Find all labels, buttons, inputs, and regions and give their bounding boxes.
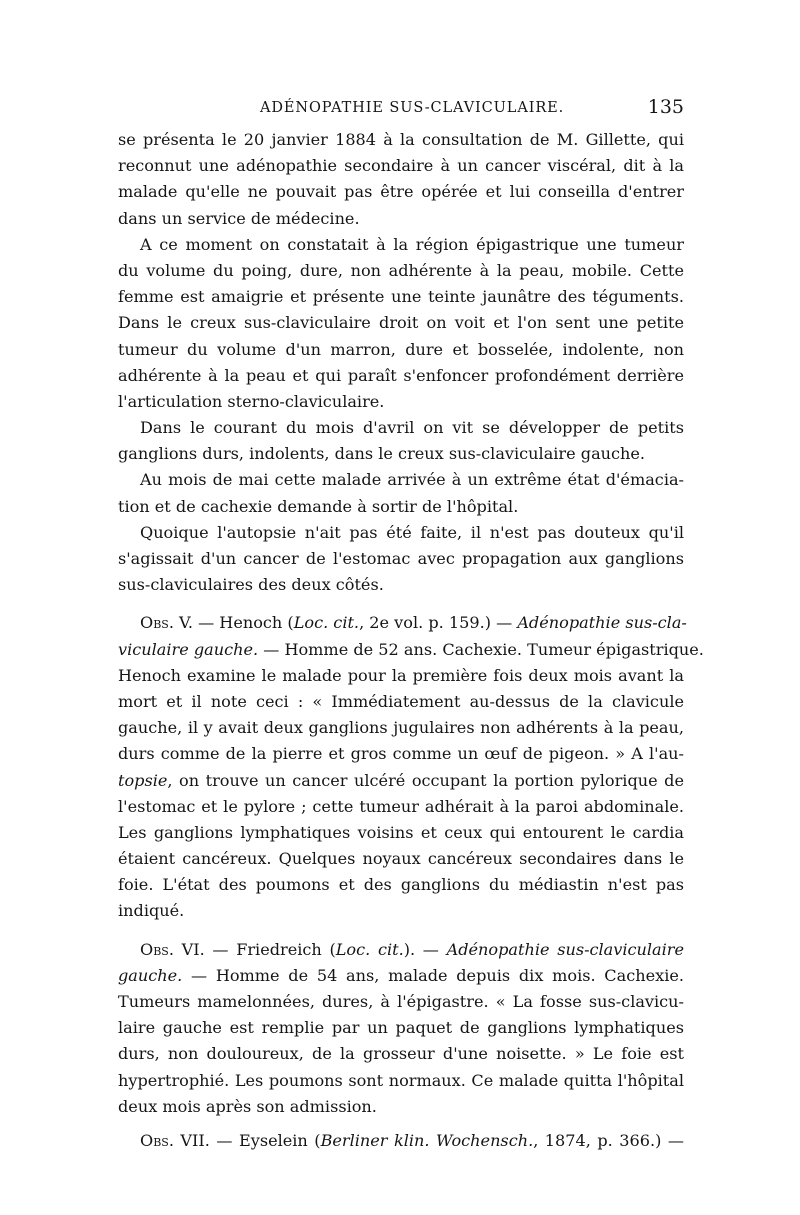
observation-vii [118,1128,684,1154]
obs-reference: , 2e vol. p. 159.) — [359,613,518,633]
text-line: deux mois après son admission. [118,1096,377,1116]
obs-heading-line [118,1128,684,1154]
running-title: ADÉNOPATHIE SUS-CLAVICULAIRE. [260,100,565,116]
text-line: mort et il note ceci : « Immédiatement au-dessus de la clavicule [118,691,684,711]
paragraph [118,467,684,519]
text-line: l'estomac et le pylore ; cette tumeur adhérait à la paroi abdominale. [118,796,684,816]
obs-source: Loc. cit. [293,613,360,633]
text-line [118,963,684,989]
section-gap [118,925,684,937]
text-line: Tumeurs mamelonnées, dures, à l'épigastre. « La fosse sus-clavicu- [118,992,684,1011]
paragraph [118,520,684,599]
autopsy-word: topsie [118,770,168,790]
section-gap [118,598,684,610]
text-line: se présenta le 20 janvier 1884 à la consultation de M. Gillette, qui [118,130,684,149]
text-span: , on trouve un cancer ulcéré occupant la portion pylorique de [167,770,684,790]
text-line [118,637,704,663]
obs-reference: , 1874, p. 366.) — [533,1130,685,1150]
text-line: indiqué. [118,901,185,921]
obs-reference: ). — [403,939,447,959]
text-line [118,768,684,794]
running-head [118,96,684,126]
obs-title: Adénopathie sus-cla- [517,613,687,633]
obs-title-continued: gauche. [118,965,183,985]
text-line: durs comme de la pierre et gros comme un œuf de pigeon. » A l'au- [118,744,684,764]
text-line: Dans le creux sus-claviculaire droit on voit et l'on sent une petite [118,313,684,333]
text-line: dans un service de médecine. [118,208,360,228]
text-line: Henoch examine le malade pour la première fois deux mois avant la [118,665,684,685]
text-line: malade qu'elle ne pouvait pas être opérée et lui conseilla d'entrer [118,182,684,202]
obs-label: Obs. VI. [140,939,205,959]
obs-label: Obs. VII. [140,1130,210,1150]
text-line: Au mois de mai cette malade arrivée à un extrême état d'émacia- [140,470,684,490]
text-line: tion et de cachexie demande à sortir de l'hôpital. [118,496,519,516]
paragraph [118,415,684,467]
text-line: A ce moment on constatait à la région épigastrique une tumeur [140,234,684,254]
text-line: reconnut une adénopathie secondaire à un cancer viscéral, dit à la [118,156,684,176]
text-line: foie. L'état des poumons et des ganglions du médiastin n'est pas [118,875,684,895]
observation-vi [118,937,684,1120]
text-line: Les ganglions lymphatiques voisins et ceux qui entourent le cardia [118,822,684,842]
text-line: étaient cancéreux. Quelques noyaux cancéreux secondaires dans le [118,849,684,869]
obs-label: Obs. V. [140,613,193,633]
text-line: hypertrophié. Les poumons sont normaux. Ce malade quitta l'hôpital [118,1070,684,1090]
text-line: femme est amaigrie et présente une teinte jaunâtre des téguments. [118,287,684,307]
obs-heading-line [118,610,687,636]
text-line: durs, non douloureux, de la grosseur d'une noisette. » Le foie est [118,1044,684,1064]
obs-summary: — Homme de 54 ans, malade depuis dix mois. Cachexie. [182,965,684,985]
obs-source: Berliner klin. Wochensch. [320,1130,534,1150]
text-line: ganglions durs, indolents, dans le creux sus-claviculaire gauche. [118,444,646,464]
text-line: Dans le courant du mois d'avril on vit se développer de petits [140,418,684,438]
obs-author: — Henoch ( [192,613,294,633]
body-text [118,127,704,1154]
obs-title-continued: viculaire gauche. [118,639,259,659]
obs-summary: — Homme de 52 ans. Cachexie. Tumeur épigastrique. [258,639,704,659]
obs-heading-line [118,937,684,963]
text-line: laire gauche est remplie par un paquet de ganglions lymphatiques [118,1018,684,1038]
text-line: sus-claviculaires des deux côtés. [118,575,384,595]
text-line: s'agissait d'un cancer de l'estomac avec propagation aux ganglions [118,549,684,568]
paragraph [118,127,684,232]
paragraph [118,232,684,415]
observation-v [118,610,704,924]
text-line: adhérente à la peau et qui paraît s'enfoncer profondément derrière [118,365,684,385]
page-number: 135 [647,96,684,118]
text-line: du volume du poing, dure, non adhérente à la peau, mobile. Cette [118,260,684,280]
text-line: Quoique l'autopsie n'ait pas été faite, il n'est pas douteux qu'il [140,522,684,542]
obs-author: — Eyselein ( [209,1130,321,1150]
text-line: gauche, il y avait deux ganglions jugulaires non adhérents à la peau, [118,718,684,738]
obs-source: Loc. cit. [335,939,404,959]
text-line: tumeur du volume d'un marron, dure et bosselée, indolente, non [118,339,684,359]
obs-title: Adénopathie sus-claviculaire [446,939,684,959]
text-line: l'articulation sterno-claviculaire. [118,391,385,411]
obs-author: — Friedreich ( [204,939,336,959]
section-gap [118,1120,684,1128]
